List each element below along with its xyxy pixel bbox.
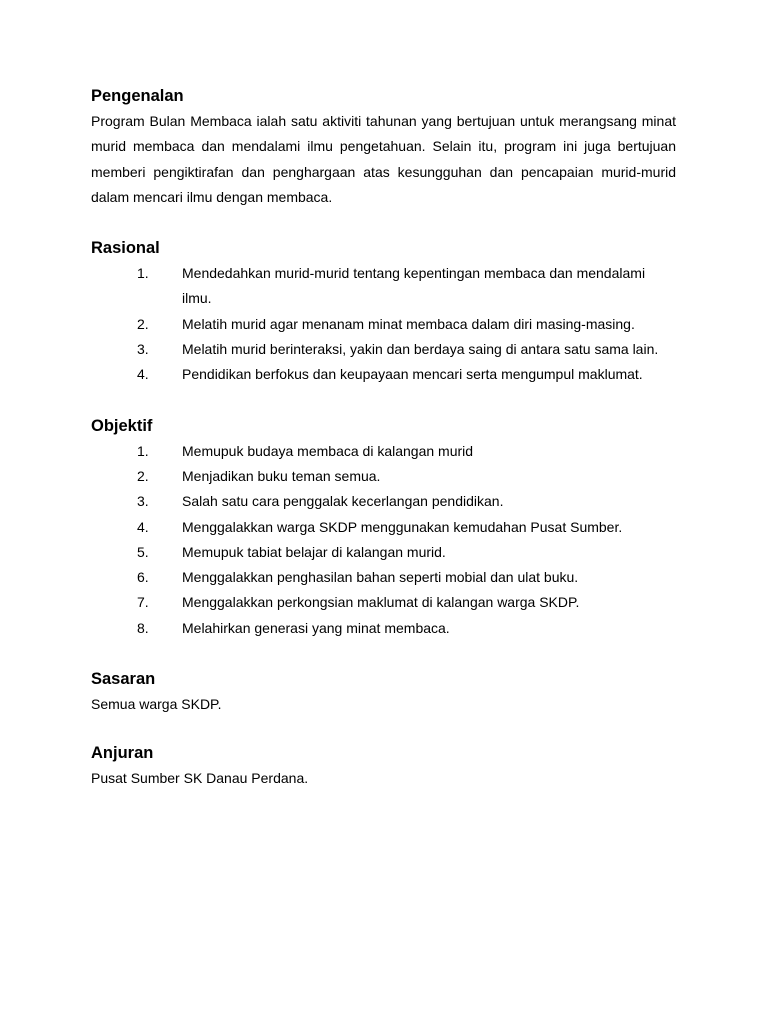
list-item-text: Pendidikan berfokus dan keupayaan mencari serta mengumpul maklumat. [182,366,643,383]
list-item-text: Menjadikan buku teman semua. [182,467,381,484]
list-item-text: Melatih murid agar menanam minat membaca dalam diri masing-masing. [182,315,635,332]
list-item-text: Memupuk budaya membaca di kalangan murid [182,442,474,459]
list-item-number: 5. [137,543,149,560]
list-item-number: 6. [137,569,149,586]
list-item [91,464,676,489]
list-item [91,261,676,312]
heading-objektif: Objektif [91,416,153,435]
list-item-number: 1. [137,265,149,282]
section-pengenalan [91,84,676,210]
list-item-text: Menggalakkan penghasilan bahan seperti mobial dan ulat buku. [182,569,579,586]
list-item-number: 2. [137,467,149,484]
list-item-text: Melahirkan generasi yang minat membaca. [182,619,450,636]
list-item-text: Menggalakkan warga SKDP menggunakan kemudahan Pusat Sumber. [182,518,623,535]
list-item-number: 2. [137,315,149,332]
list-item-number: 7. [137,594,149,611]
list-item-number: 1. [137,442,149,459]
list-item [91,540,676,565]
list-item-text: Mendedahkan murid-murid tentang kepentingan membaca dan mendalami ilmu. [182,265,646,307]
list-item-text: Melatih murid berinteraksi, yakin dan berdaya saing di antara satu sama lain. [182,341,659,358]
list-item [91,515,676,540]
section-rasional [91,236,676,387]
paragraph-sasaran: Semua warga SKDP. [91,696,222,713]
list-item [91,439,676,464]
list-item-text: Salah satu cara penggalak kecerlangan pendidikan. [182,493,504,510]
document-page [91,84,676,792]
list-item-number: 3. [137,341,149,358]
section-sasaran [91,667,676,717]
list-item-number: 3. [137,493,149,510]
heading-sasaran: Sasaran [91,670,156,689]
heading-pengenalan: Pengenalan [91,87,184,105]
heading-anjuran: Anjuran [91,744,154,763]
section-anjuran [91,741,676,791]
list-item-text: Menggalakkan perkongsian maklumat di kalangan warga SKDP. [182,594,580,611]
list-item [91,489,676,514]
list-item [91,312,676,337]
paragraph-anjuran: Pusat Sumber SK Danau Perdana. [91,770,309,787]
list-item-number: 4. [137,366,149,383]
objektif-list [91,439,676,641]
section-objektif [91,414,676,641]
heading-rasional: Rasional [91,239,160,258]
list-item-text: Memupuk tabiat belajar di kalangan murid. [182,543,446,560]
list-item [91,616,676,641]
list-item [91,362,676,387]
list-item-number: 8. [137,619,149,636]
paragraph-pengenalan: Program Bulan Membaca ialah satu aktiviti tahunan yang bertujuan untuk merangsang minat murid membaca dan mendalami ilmu pengetahuan. Selain itu, program ini juga bertujuan memberi pengiktirafan dan penghargaan atas kesungguhan dan pencapaian murid-murid dalam mencari ilmu dengan membaca. [91,113,676,205]
list-item [91,565,676,590]
rasional-list [91,261,676,387]
list-item-number: 4. [137,518,149,535]
list-item [91,337,676,362]
list-item [91,590,676,615]
